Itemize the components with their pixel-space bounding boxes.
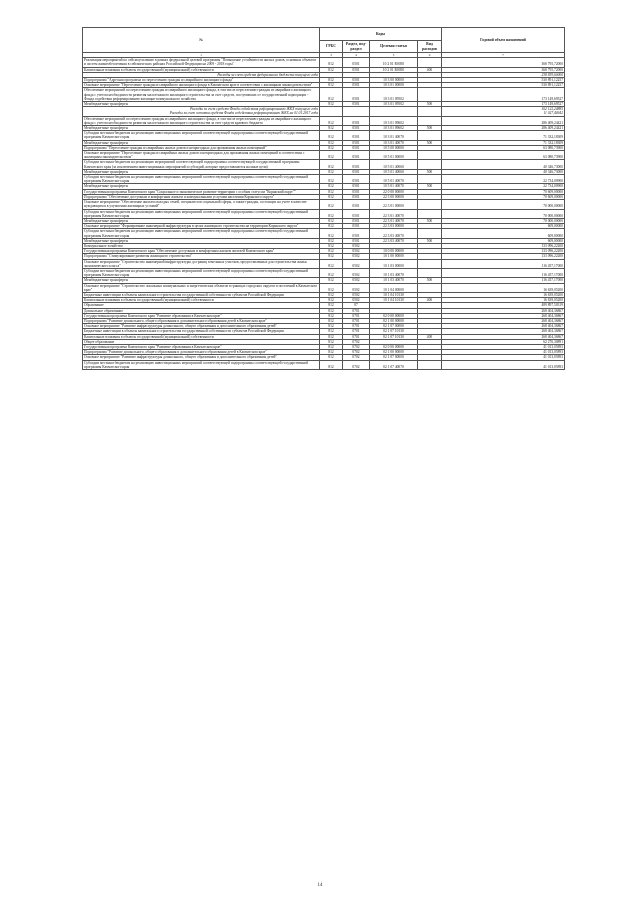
row-description: Субсидии местным бюджетам на реализацию инвестиционных мероприятий соответствующей подпрограммы соответствующей государственной программы Камчатского края [83, 360, 320, 369]
row-expense-type [418, 360, 442, 369]
row-description: Межбюджетные трансферты [83, 102, 320, 107]
row-annual-amount: 133 096,22200 [442, 249, 565, 254]
table-row [83, 259, 565, 268]
row-grbs-code: 812 [320, 249, 343, 254]
row-annual-amount: 368 795,72000 [442, 67, 565, 72]
row-expense-type: 500 [418, 278, 442, 283]
row-target-article: 10 3 01 40070 [370, 140, 418, 145]
table-row [83, 200, 565, 209]
row-target-article: 02 0 00 00000 [370, 344, 418, 349]
column-number: 1 [83, 53, 320, 58]
row-expense-type [418, 151, 442, 160]
row-grbs-code: 812 [320, 254, 343, 259]
row-annual-amount: 70 000,00000 [442, 218, 565, 223]
row-target-article: 22 3 01 40070 [370, 218, 418, 223]
row-section-code: 0701 [343, 334, 370, 339]
row-annual-amount: 268 404,36867 [442, 324, 565, 329]
row-section-code: 0502 [343, 283, 370, 292]
row-expense-type [418, 259, 442, 268]
row-expense-type: 500 [418, 140, 442, 145]
row-annual-amount: 133 096,22200 [442, 243, 565, 248]
row-description: Государственная программа Камчатского края "Социальное и экономическое развитие территории с особым статусом "Корякский округ"" [83, 189, 320, 194]
row-grbs-code: 812 [320, 238, 343, 243]
row-section-code: 0501 [343, 218, 370, 223]
row-annual-amount: 286 409,24421 [442, 126, 565, 131]
header-grbs: ГРБС [320, 41, 343, 53]
row-grbs-code: 812 [320, 58, 343, 67]
row-grbs-code: 812 [320, 67, 343, 72]
row-section-code: 0501 [343, 151, 370, 160]
row-section-code: 0702 [343, 360, 370, 369]
row-section-code: 0701 [343, 313, 370, 318]
row-grbs-code: 812 [320, 78, 343, 83]
row-description: Обеспечение мероприятий по переселению граждан из аварийного жилищного фонда, в том числе переселению граждан из аварийного жилищного фонда с учетом необходимости развития малоэтажного жилищного строительства за счет средств краевого бюджета [83, 116, 320, 125]
table-row [83, 229, 565, 238]
row-annual-amount: 41 013,05893 [442, 355, 565, 360]
row-target-article: 10 5 01 40070 [370, 184, 418, 189]
row-section-code: 0501 [343, 169, 370, 174]
row-section-code: 0502 [343, 259, 370, 268]
row-target-article: 10 1 00 00000 [370, 254, 418, 259]
row-grbs-code: 812 [320, 140, 343, 145]
row-target-article: 22 3 00 00000 [370, 194, 418, 199]
budget-table-sheet [82, 27, 564, 370]
row-description: Межбюджетные трансферты [83, 126, 320, 131]
row-expense-type: 500 [418, 238, 442, 243]
column-number: 7 [442, 53, 565, 58]
row-expense-type [418, 209, 442, 218]
row-target-article: 02 1 00 00000 [370, 318, 418, 323]
row-grbs-code: 812 [320, 259, 343, 268]
row-grbs-code: 812 [320, 224, 343, 229]
row-annual-amount: 173 149,69527 [442, 102, 565, 107]
row-section-code: 0501 [343, 238, 370, 243]
row-section-code: 0501 [343, 67, 370, 72]
row-section-code: 0502 [343, 243, 370, 248]
row-description: Основное мероприятие "Развитие инфраструктуры дошкольного, общего образования и дополнительного образования детей" [83, 355, 320, 360]
row-grbs-code: 812 [320, 313, 343, 318]
row-target-article: 02 1 07 00000 [370, 355, 418, 360]
row-section-code: 0501 [343, 175, 370, 184]
row-description: Межбюджетные трансферты [83, 238, 320, 243]
row-section-code: 0501 [343, 145, 370, 150]
row-description: Субсидии местным бюджетам на реализацию инвестиционных мероприятий соответствующей подпрограммы соответствующей государственной программы Камчатского края [83, 209, 320, 218]
row-annual-amount: 22 734,00900 [442, 175, 565, 184]
row-section-code: 0501 [343, 126, 370, 131]
row-grbs-code: 812 [320, 243, 343, 248]
row-expense-type [418, 175, 442, 184]
row-grbs-code: 812 [320, 360, 343, 369]
row-description: Подпрограмма "Развитие дошкольного, общего образования и дополнительного образования детей в Камчатском крае" [83, 350, 320, 355]
row-section-code: 0502 [343, 268, 370, 277]
row-section-code: 07 [343, 303, 370, 308]
header-annual: Годовой объем назначений [442, 28, 565, 53]
row-description: Капитальные вложения в объекты государственной (муниципальной) собственности [83, 67, 320, 72]
row-annual-amount: 609,00000 [442, 224, 565, 229]
row-description: Субсидии местным бюджетам на реализацию инвестиционных мероприятий соответствующей подпрограммы соответствующей государственной программы Камчатского края [83, 229, 320, 238]
row-section-code: 0701 [343, 308, 370, 313]
budget-table [82, 27, 565, 370]
row-annual-amount: 530 891,12257 [442, 78, 565, 83]
row-expense-type: 500 [418, 102, 442, 107]
row-annual-amount: 22 734,00900 [442, 184, 565, 189]
row-expense-type: 400 [418, 334, 442, 339]
row-description: Основное мероприятие "Обеспечение жильем молодых семей, специалистов социальной сферы, а также граждан, состоящих на учете в качестве нуждающихся в улучшении жилищных условий" [83, 200, 320, 209]
row-grbs-code: 812 [320, 350, 343, 355]
row-description: Основное мероприятие "Переселение граждан из аварийного жилищного фонда в Камчатском крае в соответствии с жилищным законодательством" [83, 83, 320, 88]
row-target-article: 10 2 01 R0050 [370, 58, 418, 67]
row-description: Межбюджетные трансферты [83, 218, 320, 223]
row-target-article: 10 3 01 00000 [370, 83, 418, 88]
row-target-article: 22 3 01 40070 [370, 209, 418, 218]
row-section-code: 0501 [343, 189, 370, 194]
row-grbs-code: 812 [320, 308, 343, 313]
row-section-code: 0702 [343, 339, 370, 344]
row-grbs-code: 812 [320, 151, 343, 160]
row-expense-type [418, 283, 442, 292]
table-row [83, 160, 565, 169]
row-annual-amount: 268 404,36867 [442, 313, 565, 318]
row-expense-type: 400 [418, 67, 442, 72]
row-target-article: 10 1 04 00000 [370, 283, 418, 292]
row-annual-amount: 609,00000 [442, 229, 565, 238]
row-section-code: 0502 [343, 254, 370, 259]
row-target-article: 10 0 00 00000 [370, 249, 418, 254]
row-expense-type [418, 229, 442, 238]
row-description: Государственная программа Камчатского края "Развитие образования в Камчатском крае" [83, 344, 320, 349]
row-description: Субсидии местным бюджетам на реализацию мероприятий соответствующей подпрограммы соответствующей государственной программы Камчатского края (за исключением инвестиционных мероприятий и субсидий, которые предоставляются на иные цели) [83, 160, 320, 169]
row-annual-amount: 489 897,50319 [442, 303, 565, 308]
row-section-code: 0501 [343, 209, 370, 218]
row-description: Субсидии местным бюджетам на реализацию инвестиционных мероприятий соответствующей подпрограммы соответствующей государственной программы Камчатского края [83, 131, 320, 140]
row-expense-type: 400 [418, 298, 442, 303]
row-description: Обеспечение мероприятий по переселению граждан из аварийного жилищного фонда, в том числе переселению граждан из аварийного жилищного фонда с учетом необходимости развития малоэтажного жилищного строительства за счет средств, поступивших от государственной корпорации - Фонда содействия реформированию жилищно-коммунального хозяйства [83, 88, 320, 102]
row-grbs-code: 812 [320, 169, 343, 174]
row-grbs-code: 812 [320, 283, 343, 292]
row-target-article: 10 5 01 00000 [370, 151, 418, 160]
table-row [83, 58, 565, 67]
row-target-article: 02 1 00 00000 [370, 350, 418, 355]
row-description: Подпрограмма "Адресная программа по переселению граждан из аварийного жилищного фонда" [83, 78, 320, 83]
table-body [83, 58, 565, 370]
row-annual-amount: 40 346,73000 [442, 169, 565, 174]
row-target-article: 22 3 03 00000 [370, 224, 418, 229]
row-description: Бюджетные инвестиции в объекты капитального строительства государственной собственности субъектов Российской Федерации [83, 329, 320, 334]
row-annual-amount: 162 122,24885 [442, 107, 565, 112]
row-section-code: 0501 [343, 229, 370, 238]
column-number: 4 [343, 53, 370, 58]
row-target-article: 02 1 07 00000 [370, 324, 418, 329]
row-expense-type: 500 [418, 184, 442, 189]
row-grbs-code: 812 [320, 145, 343, 150]
row-grbs-code: 812 [320, 189, 343, 194]
row-annual-amount: 133 096,22200 [442, 254, 565, 259]
row-annual-amount: 238 839,60000 [442, 72, 565, 77]
row-section-code: 0701 [343, 329, 370, 334]
row-target-article: 10 5 01 40060 [370, 160, 418, 169]
row-description: Государственная программа Камчатского края "Развитие образования в Камчатском крае" [83, 313, 320, 318]
row-target-article: 10 3 00 00000 [370, 78, 418, 83]
header-razdel: Раздел, под-раздел [343, 41, 370, 53]
row-expense-type [418, 131, 442, 140]
row-annual-amount: 609,00000 [442, 238, 565, 243]
row-target-article: 10 1 04 10130 [370, 298, 418, 303]
row-description: Подпрограмма "Обеспечение доступным и комфортным жильем и коммунальными услугами населения Корякского округа" [83, 194, 320, 199]
row-description: Основное мероприятие "Строительство инженерной инфраструктуры до границ земельных участков, предоставленных для строительства жилья экономического класса" [83, 259, 320, 268]
row-description: Межбюджетные трансферты [83, 140, 320, 145]
row-description: Подпрограмма "Переселение граждан из аварийных жилых домов и непригодных для проживания жилых помещений" [83, 145, 320, 150]
row-target-article: 22 3 01 00000 [370, 200, 418, 209]
column-number: 6 [418, 53, 442, 58]
row-description: Расходы за счет остатка средств Фонда содействия реформированию ЖКХ на 01.01.2017 года [83, 111, 320, 116]
row-annual-amount: 70 609,00000 [442, 189, 565, 194]
row-target-article: 10 1 04 10130 [370, 292, 418, 297]
row-section-code: 0502 [343, 249, 370, 254]
row-annual-amount: 16 639,05200 [442, 283, 565, 292]
row-description: Образование [83, 303, 320, 308]
header-codes: Коды [320, 28, 442, 41]
row-section-code: 0501 [343, 78, 370, 83]
row-grbs-code: 812 [320, 334, 343, 339]
row-annual-amount: 41 013,05893 [442, 350, 565, 355]
row-grbs-code: 812 [320, 175, 343, 184]
row-grbs-code: 812 [320, 229, 343, 238]
row-annual-amount: 11 027,44642 [442, 111, 565, 116]
row-grbs-code: 812 [320, 88, 343, 102]
row-target-article: 10 3 01 09502 [370, 102, 418, 107]
row-description: Основное мероприятие "Строительство локальных коммунальных и энергетических объектов в границах городских округов и поселений в Камчатском крае" [83, 283, 320, 292]
row-annual-amount: 63 080,73900 [442, 145, 565, 150]
row-section-code: 0501 [343, 160, 370, 169]
header-num: № [83, 28, 320, 53]
row-description: Основное мероприятие "Формирование инженерной инфраструктуры в целях жилищного строительства на территории Корякского округа" [83, 224, 320, 229]
row-grbs-code: 812 [320, 184, 343, 189]
row-target-article: 10 3 01 09502 [370, 88, 418, 102]
row-annual-amount: 268 404,36867 [442, 308, 565, 313]
row-target-article: 02 1 07 10130 [370, 329, 418, 334]
row-section-code: 0501 [343, 194, 370, 199]
row-annual-amount: 63 080,73900 [442, 151, 565, 160]
row-grbs-code: 812 [320, 355, 343, 360]
row-description: Субсидии местным бюджетам на реализацию инвестиционных мероприятий соответствующей подпрограммы соответствующей государственной программы Камчатского края [83, 268, 320, 277]
row-section-code: 0501 [343, 224, 370, 229]
row-expense-type [418, 160, 442, 169]
row-annual-amount: 70 609,00000 [442, 194, 565, 199]
row-description: Субсидии местным бюджетам на реализацию инвестиционных мероприятий соответствующей подпрограммы соответствующей государственной программы Камчатского края [83, 175, 320, 184]
row-expense-type [418, 88, 442, 102]
row-expense-type: 500 [418, 126, 442, 131]
row-description: Расходы за счет средств федерального бюджета текущего года [83, 72, 320, 77]
row-description: Подпрограмма "Развитие дошкольного, общего образования и дополнительного образования детей в Камчатском крае" [83, 318, 320, 323]
row-grbs-code: 812 [320, 131, 343, 140]
row-target-article: 10 2 01 R0050 [370, 67, 418, 72]
row-target-article: 02 1 07 40070 [370, 360, 418, 369]
row-grbs-code: 812 [320, 268, 343, 277]
row-description: Основное мероприятие "Переселение граждан из аварийных жилых домов и непригодных для проживания жилых помещений в соответствии с жилищным законодательством" [83, 151, 320, 160]
column-number: 3 [320, 53, 343, 58]
row-grbs-code: 812 [320, 209, 343, 218]
row-grbs-code: 812 [320, 324, 343, 329]
row-annual-amount: 530 891,12257 [442, 83, 565, 88]
row-grbs-code: 812 [320, 102, 343, 107]
row-expense-type [418, 200, 442, 209]
row-annual-amount: 40 346,73000 [442, 160, 565, 169]
row-target-article: 10 3 01 40070 [370, 131, 418, 140]
row-description: Подпрограмма "Стимулирование развития жилищного строительства" [83, 254, 320, 259]
row-grbs-code: 812 [320, 339, 343, 344]
row-annual-amount: 41 013,05893 [442, 344, 565, 349]
row-grbs-code: 812 [320, 303, 343, 308]
row-grbs-code: 812 [320, 160, 343, 169]
row-annual-amount: 41 013,05893 [442, 360, 565, 369]
row-section-code: 0501 [343, 140, 370, 145]
row-description: Коммунальное хозяйство [83, 243, 320, 248]
row-grbs-code: 812 [320, 218, 343, 223]
row-annual-amount: 116 457,17000 [442, 278, 565, 283]
row-target-article: 02 0 00 00000 [370, 313, 418, 318]
row-description: Дошкольное образование [83, 308, 320, 313]
row-target-article: 10 3 01 09602 [370, 116, 418, 125]
row-section-code: 0702 [343, 350, 370, 355]
row-grbs-code: 812 [320, 278, 343, 283]
row-target-article: 10 5 01 40060 [370, 169, 418, 174]
row-section-code: 0502 [343, 278, 370, 283]
row-expense-type: 500 [418, 218, 442, 223]
row-annual-amount: 70 000,00000 [442, 209, 565, 218]
row-annual-amount: 268 404,36867 [442, 329, 565, 334]
row-section-code: 0701 [343, 324, 370, 329]
table-row [83, 151, 565, 160]
row-annual-amount: 71 332,18309 [442, 131, 565, 140]
row-target-article: 10 1 03 40070 [370, 278, 418, 283]
row-description: Межбюджетные трансферты [83, 278, 320, 283]
table-row [83, 175, 565, 184]
row-target-article: 02 1 07 10130 [370, 334, 418, 339]
row-grbs-code: 812 [320, 200, 343, 209]
header-target: Целевая статья [370, 41, 418, 53]
row-section-code: 0702 [343, 355, 370, 360]
table-row [83, 360, 565, 369]
row-description: Капитальные вложения в объекты государственной (муниципальной) собственности [83, 298, 320, 303]
row-grbs-code: 812 [320, 292, 343, 297]
row-grbs-code: 812 [320, 344, 343, 349]
table-row [83, 209, 565, 218]
row-section-code: 0502 [343, 298, 370, 303]
row-target-article: 10 3 01 09602 [370, 126, 418, 131]
row-description: Бюджетные инвестиции в объекты капитального строительства государственной собственности субъектов Российской Федерации [83, 292, 320, 297]
row-section-code: 0702 [343, 344, 370, 349]
row-grbs-code: 812 [320, 83, 343, 88]
row-annual-amount: 70 000,00000 [442, 200, 565, 209]
table-row [83, 268, 565, 277]
row-description: Межбюджетные трансферты [83, 184, 320, 189]
row-target-article: 10 1 03 00000 [370, 259, 418, 268]
row-grbs-code: 812 [320, 126, 343, 131]
row-annual-amount: 268 404,36867 [442, 318, 565, 323]
row-grbs-code: 812 [320, 318, 343, 323]
row-target-article: 22 0 00 00000 [370, 189, 418, 194]
row-description: Расходы за счет средств Фонда содействия реформированию ЖКХ текущего года [83, 107, 320, 112]
row-annual-amount: 16 639,05200 [442, 292, 565, 297]
table-row [83, 88, 565, 102]
row-grbs-code: 812 [320, 329, 343, 334]
row-target-article: 22 3 03 40070 [370, 229, 418, 238]
row-annual-amount: 268 404,36867 [442, 334, 565, 339]
row-target-article: 10 5 00 00000 [370, 145, 418, 150]
row-expense-type: 500 [418, 169, 442, 174]
row-description: Капитальные вложения в объекты государственной (муниципальной) собственности [83, 334, 320, 339]
row-section-code: 0501 [343, 83, 370, 88]
row-section-code: 0501 [343, 88, 370, 102]
row-section-code: 0501 [343, 58, 370, 67]
row-description: Общее образование [83, 339, 320, 344]
header-vid: Вид расходов [418, 41, 442, 53]
row-grbs-code: 812 [320, 194, 343, 199]
row-annual-amount: 16 639,05200 [442, 298, 565, 303]
row-target-article: 22 3 03 40070 [370, 238, 418, 243]
row-section-code: 0501 [343, 102, 370, 107]
row-grbs-code: 812 [320, 298, 343, 303]
row-section-code: 0502 [343, 292, 370, 297]
row-annual-amount: 286 409,24421 [442, 116, 565, 125]
row-description: Реализация мероприятий по сейсмоусилению в рамках федеральной целевой программы "Повышение устойчивости жилых домов, основных объектов и систем жизнеобеспечения в сейсмических районах Российской Федерации на 2009 - 2018 годы" [83, 58, 320, 67]
row-annual-amount: 368 795,72000 [442, 58, 565, 67]
row-target-article: 10 1 03 40070 [370, 268, 418, 277]
row-section-code: 0501 [343, 116, 370, 125]
row-expense-type [418, 58, 442, 67]
table-row [83, 131, 565, 140]
row-annual-amount: 116 457,17000 [442, 259, 565, 268]
row-description: Основное мероприятие "Развитие инфраструктуры дошкольного, общего образования и дополнительного образования детей" [83, 324, 320, 329]
row-section-code: 0501 [343, 184, 370, 189]
row-expense-type [418, 116, 442, 125]
row-section-code: 0501 [343, 200, 370, 209]
row-description: Межбюджетные трансферты [83, 169, 320, 174]
row-expense-type [418, 268, 442, 277]
row-description: Государственная программа Камчатского края "Обеспечение доступным и комфортным жильем жителей Камчатского края" [83, 249, 320, 254]
row-annual-amount: 71 332,18309 [442, 140, 565, 145]
row-annual-amount: 116 457,17000 [442, 268, 565, 277]
table-row [83, 283, 565, 292]
page-number: 14 [317, 883, 323, 888]
row-annual-amount: 173 149,69527 [442, 88, 565, 102]
row-section-code: 0501 [343, 131, 370, 140]
row-section-code: 0701 [343, 318, 370, 323]
row-target-article: 10 5 01 40070 [370, 175, 418, 184]
row-grbs-code: 812 [320, 116, 343, 125]
table-row [83, 116, 565, 125]
row-annual-amount: 62 276,30891 [442, 339, 565, 344]
column-number: 5 [370, 53, 418, 58]
